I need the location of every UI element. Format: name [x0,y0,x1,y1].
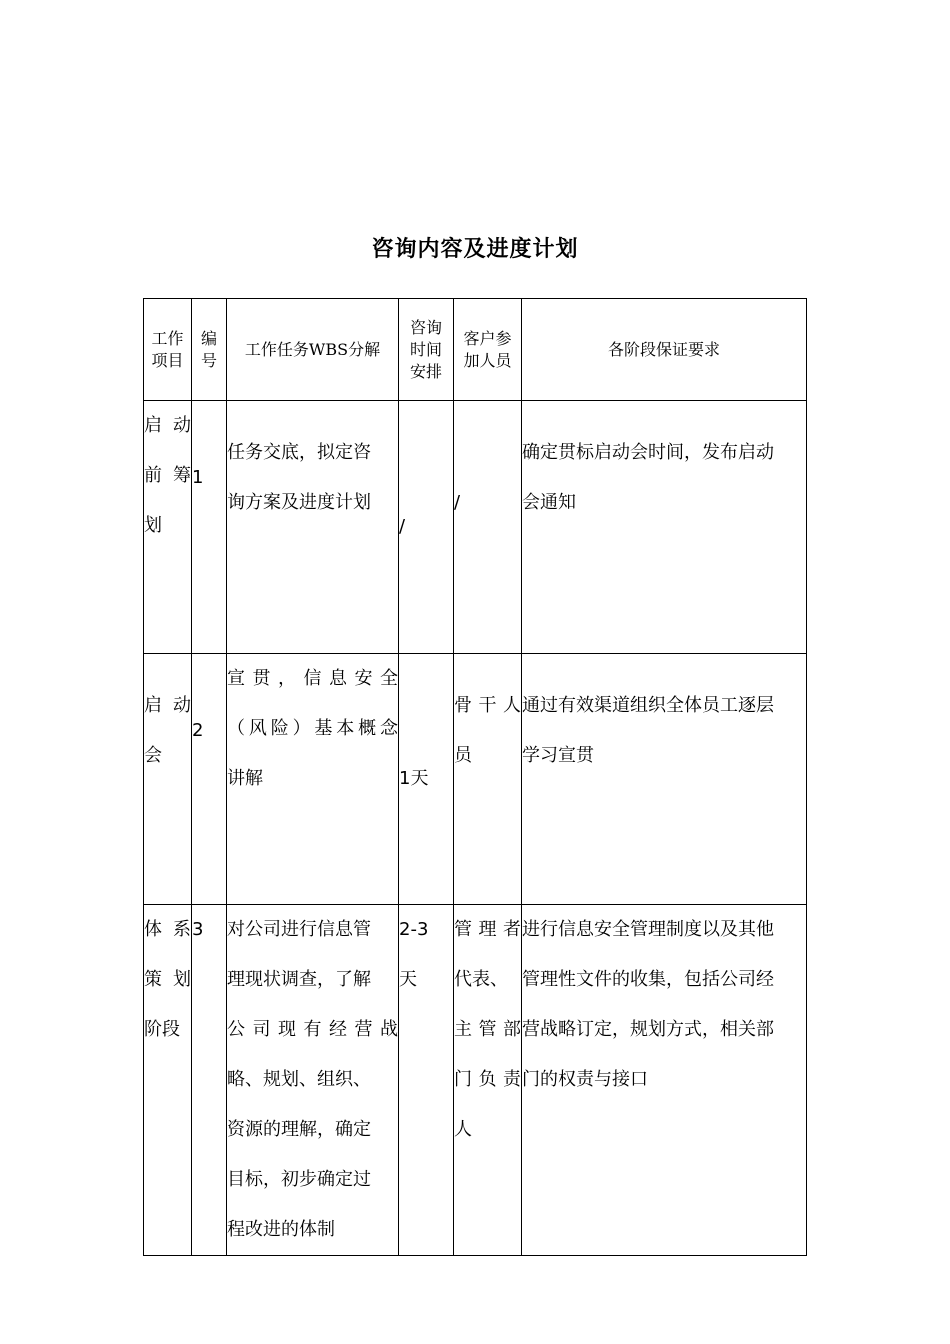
cell-time: 1天 [399,654,454,905]
cell-no: 3 [192,905,227,1256]
header-item: 工作 项目 [144,299,192,401]
cell-wbs: 对公司进行信息管 理现状调查，了解 公 司 现 有 经 营 战 略、规划、组织、 资源的理解，确定 目标，初步确定过 程改进的体制 [227,905,399,1256]
header-no: 编 号 [192,299,227,401]
cell-time: / [399,401,454,654]
cell-wbs: 宣 贯 ， 信 息 安 全 （风险）基本概念 讲解 [227,654,399,905]
cell-req: 通过有效渠道组织全体员工逐层 学习宣贯 [522,654,807,905]
table-row [144,654,807,905]
header-client: 客户参 加人员 [454,299,522,401]
cell-time: 2-3 天 [399,905,454,1256]
cell-req: 进行信息安全管理制度以及其他 管理性文件的收集，包括公司经 营战略订定，规划方式，相关部 门的权责与接口 [522,905,807,1256]
cell-no: 1 [192,401,227,654]
header-time: 咨询 时间 安排 [399,299,454,401]
plan-table [143,298,807,1256]
page-title: 咨询内容及进度计划 [371,236,579,262]
header-wbs: 工作任务WBS分解 [227,299,399,401]
cell-client: 骨 干 人 员 [454,654,522,905]
cell-item: 启 动 前 筹 划 [144,401,192,654]
cell-item: 启 动 会 [144,654,192,905]
header-row [144,299,807,401]
table-row [144,401,807,654]
header-req: 各阶段保证要求 [522,299,807,401]
table-row [144,905,807,1256]
cell-no: 2 [192,654,227,905]
cell-item: 体 系 策 划 阶段 [144,905,192,1256]
cell-req: 确定贯标启动会时间，发布启动 会通知 [522,401,807,654]
cell-client: / [454,401,522,654]
cell-client: 管 理 者 代表、 主 管 部 门 负 责 人 [454,905,522,1256]
cell-wbs: 任务交底，拟定咨 询方案及进度计划 [227,401,399,654]
